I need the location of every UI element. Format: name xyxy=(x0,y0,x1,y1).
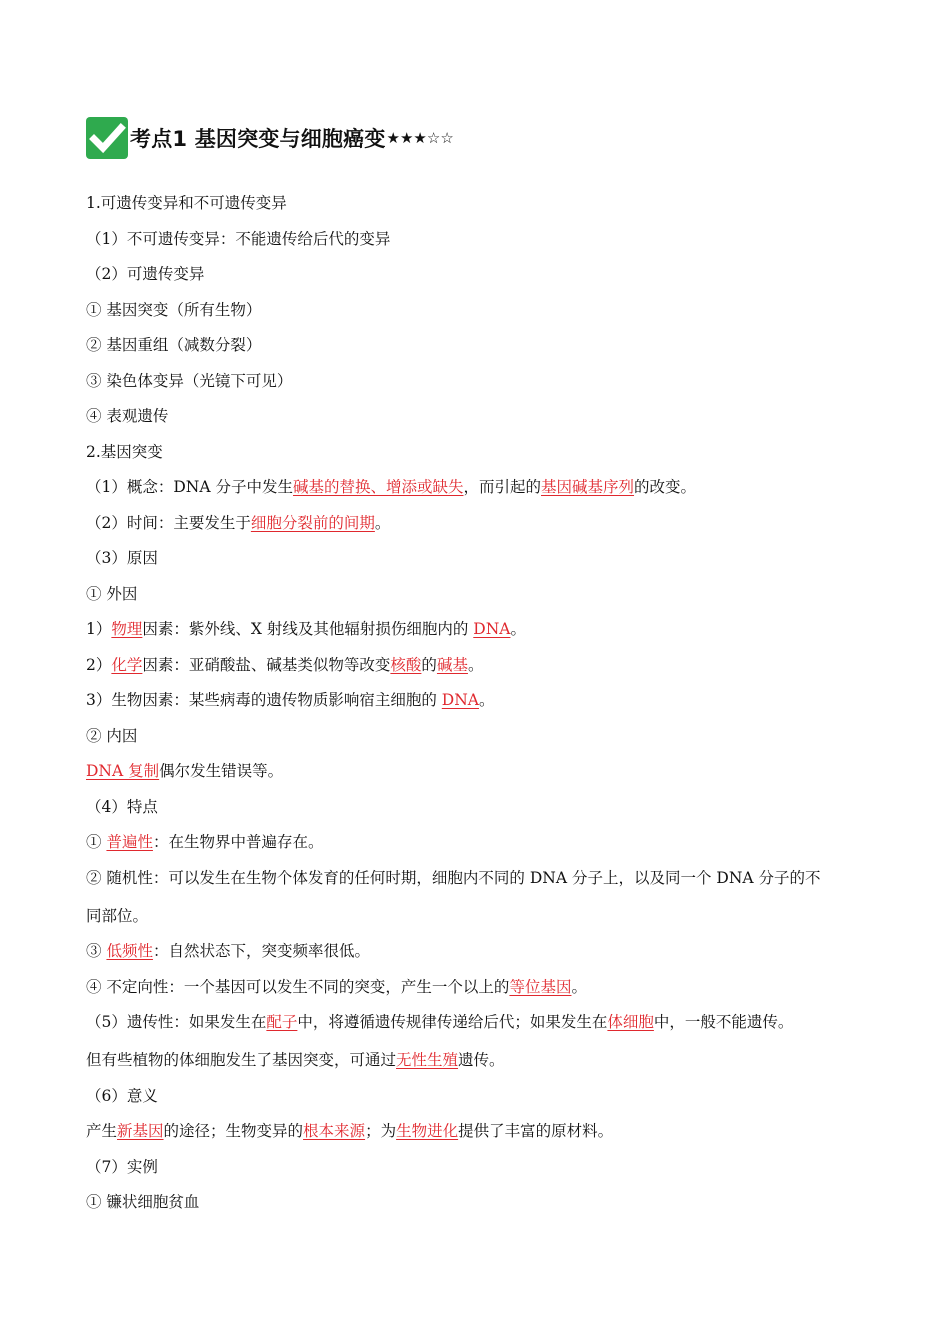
answer-text: 碱基 xyxy=(436,655,468,674)
text-line xyxy=(86,474,886,500)
text-segment: （2）时间：主要发生于 xyxy=(86,513,251,532)
text-segment: ；为 xyxy=(365,1122,397,1140)
text-segment: ③ 染色体变异（光镜下可见） xyxy=(86,371,293,390)
text-segment: ④ 不定向性：一个基因可以发生不同的突变，产生一个以上的 xyxy=(86,977,510,996)
text-segment: （1）不可遗传变异：不能遗传给后代的变异 xyxy=(86,229,391,248)
text-line xyxy=(86,1118,886,1144)
text-segment: 。 xyxy=(467,655,484,674)
text-segment: 。 xyxy=(510,620,526,638)
text-segment: （5）遗传性：如果发生在 xyxy=(86,1013,267,1031)
text-segment: 的途径；生物变异的 xyxy=(163,1122,304,1140)
text-segment: ① 基因突变（所有生物） xyxy=(86,300,262,319)
text-segment: ② 随机性：可以发生在生物个体发育的任何时期，细胞内不同的 DNA 分子上，以及同一个 DNA 分子的不 xyxy=(86,868,821,887)
text-line xyxy=(86,938,886,964)
answer-text: 碱基的替换、增添或缺失 xyxy=(292,478,464,496)
answer-text: 物理 xyxy=(111,620,143,638)
answer-text: DNA xyxy=(441,691,479,709)
text-line xyxy=(86,510,886,536)
text-segment: 遗传。 xyxy=(458,1051,505,1069)
answer-text: 体细胞 xyxy=(607,1013,654,1031)
text-segment: 2.基因突变 xyxy=(86,442,163,461)
text-segment: （3）原因 xyxy=(86,549,158,567)
text-segment: 因素：亚硝酸盐、碱基类似物等改变 xyxy=(142,655,391,674)
text-line xyxy=(86,687,886,713)
text-line xyxy=(86,865,886,891)
text-line xyxy=(86,297,886,323)
answer-text: 核酸 xyxy=(390,655,422,674)
text-segment: 提供了丰富的原材料。 xyxy=(458,1122,614,1140)
answer-text: 新基因 xyxy=(117,1122,164,1140)
text-segment: 同部位。 xyxy=(86,906,149,925)
text-line xyxy=(86,261,886,287)
text-segment: （4）特点 xyxy=(86,797,158,816)
text-line xyxy=(86,903,886,929)
text-line xyxy=(86,723,886,749)
text-segment: 。 xyxy=(374,513,391,532)
answer-text: DNA xyxy=(473,620,511,638)
text-line xyxy=(86,1009,886,1035)
answer-text: 基因碱基序列 xyxy=(541,478,635,496)
text-line xyxy=(86,368,886,394)
text-segment: ：自然状态下，突变频率很低。 xyxy=(152,942,370,960)
text-segment: 中，一般不能遗传。 xyxy=(653,1013,794,1031)
text-line xyxy=(86,974,886,1000)
text-segment: ② 内因 xyxy=(86,726,138,745)
text-segment: （6）意义 xyxy=(86,1086,158,1105)
text-segment: 1） xyxy=(86,620,112,638)
text-line xyxy=(86,829,886,855)
text-line xyxy=(86,1189,886,1215)
answer-text: DNA 复制 xyxy=(86,762,160,780)
answer-text: 根本来源 xyxy=(303,1122,366,1140)
answer-text: 普遍性 xyxy=(106,833,153,851)
text-segment: ① 外因 xyxy=(86,584,138,603)
section-heading xyxy=(86,116,454,160)
checkmark-icon xyxy=(86,117,128,159)
text-segment: 但有些植物的体细胞发生了基因突变，可通过 xyxy=(86,1051,397,1069)
text-segment: ① 镰状细胞贫血 xyxy=(86,1193,200,1211)
text-line xyxy=(86,439,886,465)
text-segment: （1）概念：DNA 分子中发生 xyxy=(86,478,293,496)
text-line xyxy=(86,758,886,784)
answer-text: 配子 xyxy=(266,1013,298,1031)
text-line xyxy=(86,332,886,358)
text-line xyxy=(86,545,886,571)
text-line xyxy=(86,652,886,678)
text-segment: 。 xyxy=(478,691,495,709)
text-segment: ① xyxy=(86,833,107,851)
answer-text: 细胞分裂前的间期 xyxy=(250,513,375,532)
text-segment: 中，将遵循遗传规律传递给后代；如果发生在 xyxy=(297,1013,608,1031)
text-segment: ：在生物界中普遍存在。 xyxy=(152,833,324,851)
answer-text: 无性生殖 xyxy=(396,1051,459,1069)
text-segment: ② 基因重组（减数分裂） xyxy=(86,336,262,354)
text-segment: ③ xyxy=(86,942,107,960)
text-line xyxy=(86,1083,886,1109)
text-segment: 2） xyxy=(86,655,112,674)
text-segment: 因素：紫外线、X 射线及其他辐射损伤细胞内的 xyxy=(142,620,474,638)
answer-text: 生物进化 xyxy=(396,1122,459,1140)
text-segment: ④ 表观遗传 xyxy=(86,407,169,425)
text-segment: 。 xyxy=(571,977,587,996)
text-line xyxy=(86,403,886,429)
answer-text: 低频性 xyxy=(106,942,153,960)
difficulty-stars: ★★★☆☆ xyxy=(386,129,454,147)
text-line xyxy=(86,1047,886,1073)
text-line xyxy=(86,794,886,820)
text-line xyxy=(86,226,886,252)
text-segment: 偶尔发生错误等。 xyxy=(159,762,284,780)
text-segment: 的 xyxy=(421,655,437,674)
text-segment: 3）生物因素：某些病毒的遗传物质影响宿主细胞的 xyxy=(86,691,442,709)
text-segment: ，而引起的 xyxy=(463,478,542,496)
text-segment: （7）实例 xyxy=(86,1157,158,1176)
answer-text: 化学 xyxy=(111,655,143,674)
text-line xyxy=(86,581,886,607)
text-segment: 1.可遗传变异和不可遗传变异 xyxy=(86,194,287,212)
text-segment: 的改变。 xyxy=(634,478,697,496)
section-title: 考点1 基因突变与细胞癌变 xyxy=(130,127,386,151)
text-line xyxy=(86,616,886,642)
text-line xyxy=(86,1154,886,1180)
body-text xyxy=(86,190,886,1215)
text-segment: 产生 xyxy=(86,1122,118,1140)
answer-text: 等位基因 xyxy=(509,977,572,996)
text-segment: （2）可遗传变异 xyxy=(86,265,205,283)
text-line xyxy=(86,190,886,216)
